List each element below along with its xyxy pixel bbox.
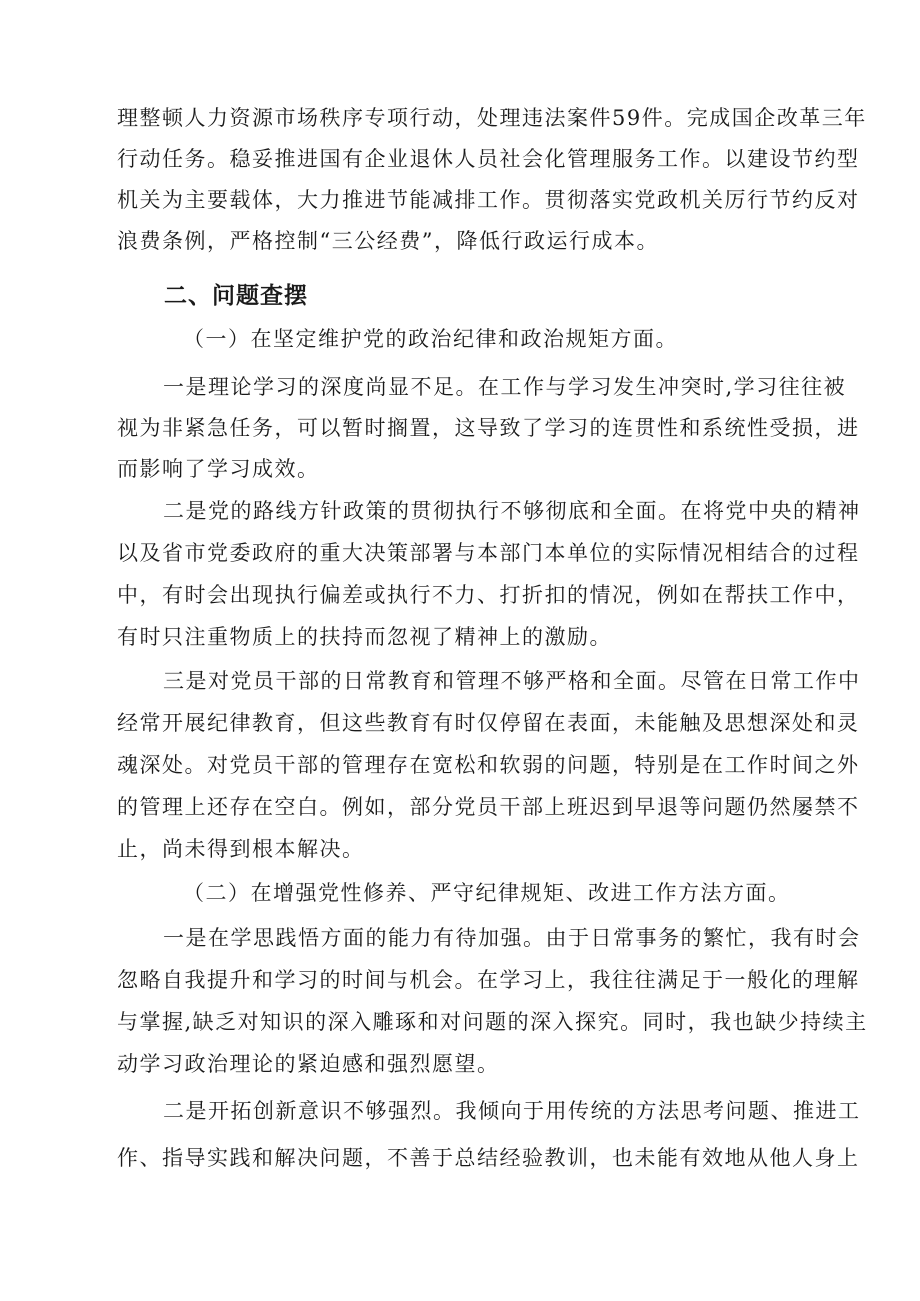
paragraph-line: 忽略自我提升和学习的时间与机会。在学习上，我往往满足于一般化的理解 bbox=[117, 968, 860, 992]
paragraph-line: 一是在学思践悟方面的能力有待加强。由于日常事务的繁忙，我有时会 bbox=[163, 926, 861, 950]
paragraph-line: 止，尚未得到根本解决。 bbox=[117, 837, 365, 861]
intro-line: 机关为主要载体，大力推进节能减排工作。贯彻落实党政机关厉行节约反对 bbox=[117, 188, 860, 212]
intro-line: 浪费条例，严格控制“三公经费”，降低行政运行成本。 bbox=[117, 229, 659, 253]
subsection-title: （二）在增强党性修养、严守纪律规矩、改进工作方法方面。 bbox=[183, 881, 791, 905]
intro-line: 行动任务。稳妥推进国有企业退休人员社会化管理服务工作。以建设节约型 bbox=[117, 147, 860, 171]
paragraph-line: 与掌握,缺乏对知识的深入雕琢和对问题的深入探究。同时，我也缺少持续主 bbox=[117, 1010, 868, 1034]
paragraph-line: 而影响了学习成效。 bbox=[117, 457, 320, 481]
paragraph-line: 作、指导实践和解决问题，不善于总结经验教训，也未能有效地从他人身上 bbox=[117, 1146, 860, 1170]
paragraph-line: 经常开展纪律教育，但这些教育有时仅停留在表面，未能触及思想深处和灵 bbox=[117, 711, 860, 735]
section-heading: 二、问题查摆 bbox=[164, 283, 308, 309]
paragraph-line: 以及省市党委政府的重大决策部署与本部门本单位的实际情况相结合的过程 bbox=[117, 541, 860, 565]
paragraph-line: 一是理论学习的深度尚显不足。在工作与学习发生冲突时,学习往往被 bbox=[163, 375, 847, 399]
subsection-title: （一）在坚定维护党的政治纪律和政治规矩方面。 bbox=[183, 327, 678, 351]
paragraph-line: 三是对党员干部的日常教育和管理不够严格和全面。尽管在日常工作中 bbox=[163, 669, 861, 693]
paragraph-line: 视为非紧急任务，可以暂时搁置，这导致了学习的连贯性和系统性受损，进 bbox=[117, 416, 860, 440]
paragraph-line: 有时只注重物质上的扶持而忽视了精神上的激励。 bbox=[117, 625, 612, 649]
paragraph-line: 的管理上还存在空白。例如，部分党员干部上班迟到早退等问题仍然屡禁不 bbox=[117, 795, 860, 819]
paragraph-line: 动学习政治理论的紧迫感和强烈愿望。 bbox=[117, 1052, 500, 1076]
paragraph-line: 二是党的路线方针政策的贯彻执行不够彻底和全面。在将党中央的精神 bbox=[163, 499, 861, 523]
paragraph-line: 魂深处。对党员干部的管理存在宽松和软弱的问题，特别是在工作时间之外 bbox=[117, 753, 860, 777]
intro-line: 理整顿人力资源市场秩序专项行动，处理违法案件59件。完成国企改革三年 bbox=[117, 106, 867, 130]
paragraph-line: 二是开拓创新意识不够强烈。我倾向于用传统的方法思考问题、推进工 bbox=[163, 1099, 861, 1123]
paragraph-line: 中，有时会出现执行偏差或执行不力、打折扣的情况，例如在帮扶工作中， bbox=[117, 583, 860, 607]
